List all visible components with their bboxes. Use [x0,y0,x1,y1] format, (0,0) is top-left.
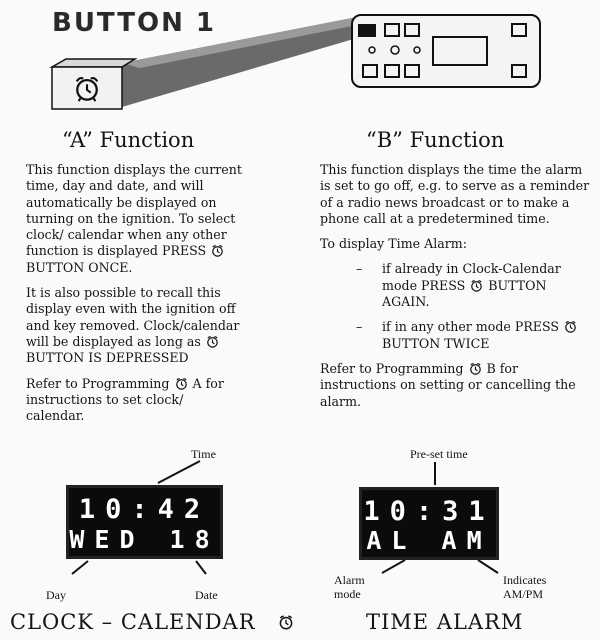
label-date: Date [195,588,218,602]
a-paragraph-2: It is also possible to recall this display even with the ignition off and key removed. Clock/calendar will be displayed as long as BUTTON IS DEPRESSED [26,285,240,366]
page-title: BUTTON 1 [52,8,217,38]
section-b-text [320,162,590,419]
display-b-mode: AL AM [366,526,492,555]
display-b-time: 10:31 [363,496,495,527]
display-a-time: 10:42 [78,494,211,525]
a-function-heading: “A” Function [62,128,195,152]
b-list-item-2: – if in any other mode PRESS BUTTON TWICE [320,319,590,352]
alarm-clock-icon [72,73,102,103]
alarm-clock-icon [277,613,295,631]
b-paragraph-3: Refer to Programming B for instructions on setting or cancelling the alarm. [320,360,576,409]
time-alarm-display [359,487,499,560]
radio-unit [352,15,540,87]
radio-illustration [0,0,600,125]
alarm-clock-icon [205,334,220,349]
label-day: Day [46,588,66,602]
b-paragraph-1: This function displays the time the alarm is set to go off, e.g. to serve as a reminder of a radio news broadcast or to make a phone call at a predetermined time. [320,162,590,226]
alarm-clock-icon [563,319,578,334]
alarm-clock-icon [468,361,483,376]
caption-time-alarm: TIME ALARM [366,610,524,634]
a-paragraph-3: Refer to Programming A for instructions to set clock/ calendar. [26,375,224,424]
b-paragraph-2: To display Time Alarm: [320,236,467,252]
b-function-heading: “B” Function [366,128,505,152]
alarm-clock-icon [469,278,484,293]
clock-calendar-display [66,485,223,559]
label-alarm-mode: Alarm mode [334,573,365,601]
section-a-text [26,162,242,433]
label-preset-time: Pre-set time [410,447,468,461]
label-indicates-am-pm: Indicates AM/PM [503,573,547,601]
a-paragraph-1: This function displays the current time, day and date, and will automatically be displayed on turning on the ignition. To select clock/ calendar when any other function is displayed PRESS BUTTON ONCE. [26,162,242,275]
b-list-item-1: – if already in Clock-Calendar mode PRESS BUTTON AGAIN. [356,261,561,310]
caption-clock-calendar: CLOCK – CALENDAR [10,610,256,634]
alarm-clock-icon [210,243,225,258]
display-a-day-date: WED 18 [69,525,220,554]
alarm-clock-icon [174,376,189,391]
label-time: Time [191,447,216,461]
